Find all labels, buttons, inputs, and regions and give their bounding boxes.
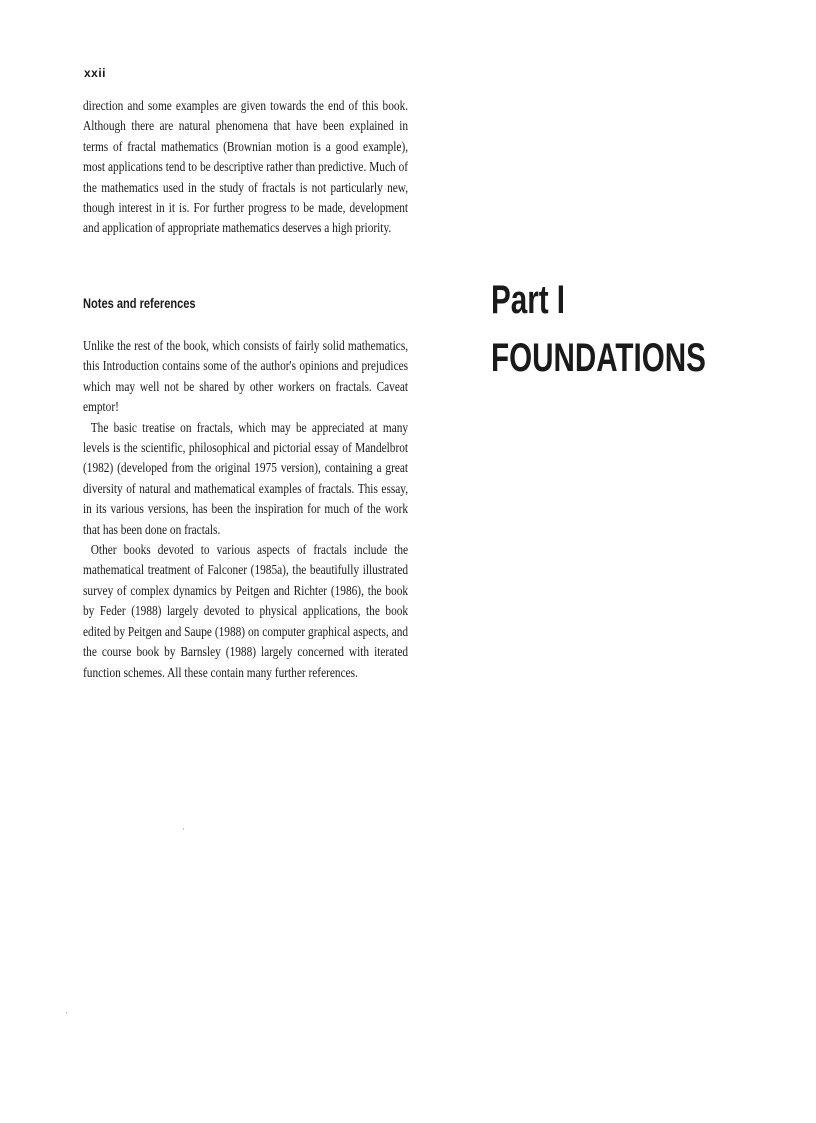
notes-paragraph-2: The basic treatise on fractals, which may be appreciated at many levels is the scientific, philosophical and pictorial essay of Mandelbrot (1982) (developed from the original 1975 version), containing a great diversity of natural and mathematical examples of fractals. This essay, in its various versions, has been the inspiration for much of the work that has been done on fractals. (83, 419, 409, 537)
scan-speck (183, 828, 184, 830)
notes-heading: Notes and references (83, 296, 196, 311)
part-label: Part I (491, 278, 566, 322)
notes-paragraph-1: Unlike the rest of the book, which consists of fairly solid mathematics, this Introduction contains some of the author's opinions and prejudices which may well not be shared by other workers on fractals. Caveat emptor! (83, 338, 409, 415)
notes-block (83, 336, 461, 683)
scan-speck (66, 1012, 67, 1014)
page-number: xxii (84, 66, 107, 80)
intro-block (83, 96, 461, 239)
part-title: FOUNDATIONS (491, 336, 706, 380)
intro-paragraph: direction and some examples are given towards the end of this book. Although there are natural phenomena that have been explained in terms of fractal mathematics (Brownian motion is a good example), most applications tend to be descriptive rather than predictive. Much of the mathematics used in the study of fractals is not particularly new, though interest in it is. For further progress to be made, development and application of appropriate mathematics deserves a high priority. (83, 98, 409, 236)
notes-heading-wrap (83, 296, 220, 311)
notes-paragraph-3: Other books devoted to various aspects of fractals include the mathematical treatment of Falconer (1985a), the beautifully illustrated survey of complex dynamics by Peitgen and Richter (1986), the book by Feder (1988) largely devoted to physical applications, the book edited by Peitgen and Saupe (1988) on computer graphical aspects, and the course book by Barnsley (1988) largely concerned with iterated function schemes. All these contain many further references. (83, 542, 409, 680)
